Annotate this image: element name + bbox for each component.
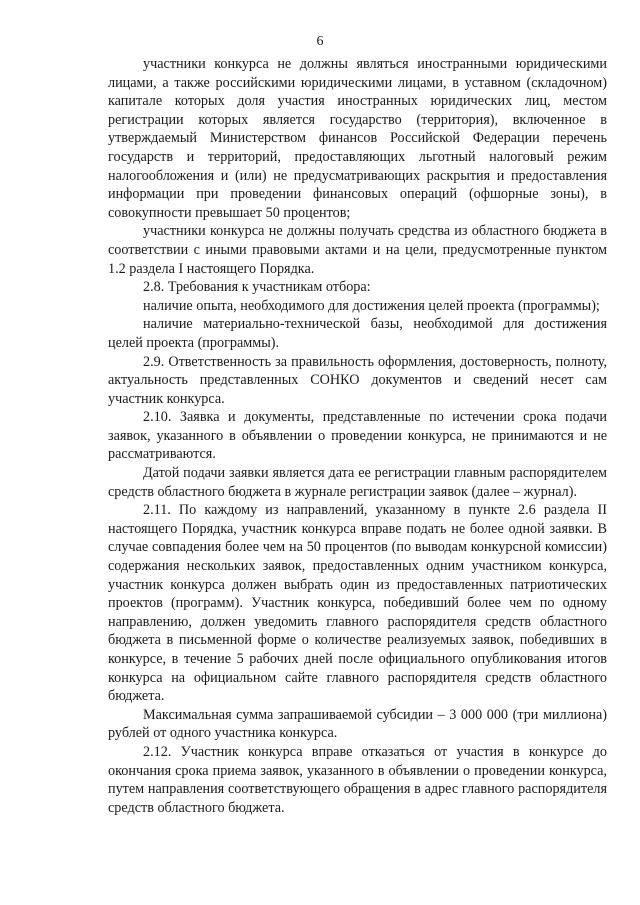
paragraph-foreign-entities: участники конкурса не должны являться иностранными юридическими лицами, а также российскими юридическими лицами, в уставном (складочном) капитале которых доля участия иностранных юридических лиц, местом регистрации которых является государство (территория), включенное в утверждаемый Министерством финансов Российской Федерации перечень государств и территорий, предоставляющих льготный налоговый режим налогообложения и (или) не предусматривающих раскрытия и предоставления информации при проведении финансовых операций (офшорные зоны), в совокупности превышает 50 процентов; [108, 56, 607, 221]
paragraph-experience: наличие опыта, необходимого для достижения целей проекта (программы); [143, 297, 600, 314]
paragraph-material-base: наличие материально-технической базы, необходимой для достижения целей проекта (программы). [108, 316, 607, 351]
paragraph-2-9: 2.9. Ответственность за правильность оформления, достоверность, полноту, актуальность представленных СОНКО документов и сведений несет сам участник конкурса. [108, 353, 607, 407]
paragraph-2-12: 2.12. Участник конкурса вправе отказаться от участия в конкурсе до окончания срока приема заявок, указанного в объявлении о проведении конкурса, путем направления соответствующего обращения в адрес главного распорядителя средств областного бюджета. [108, 743, 607, 816]
paragraph-2-10: 2.10. Заявка и документы, представленные по истечении срока подачи заявок, указанного в объявлении о проведении конкурса, не принимаются и не рассматриваются. [108, 409, 607, 463]
paragraph-2-8-heading: 2.8. Требования к участникам отбора: [143, 279, 371, 296]
paragraph-budget-funds: участники конкурса не должны получать средства из областного бюджета в соответствии с иными правовыми актами и на цели, предусмотренные пунктом 1.2 раздела I настоящего Порядка. [108, 223, 607, 277]
paragraph-2-11: 2.11. По каждому из направлений, указанному в пункте 2.6 раздела II настоящего Порядка, участник конкурса вправе подать не более одной заявки. В случае совпадения более чем на 50 процентов (по выводам конкурсной комиссии) содержания нескольких заявок, предоставленных одним участником конкурса, участник конкурса должен выбрать один из предоставленных патриотических проектов (программ). Участник конкурса, победивший более чем по одному направлению, должен уведомить главного распорядителя средств областного бюджета в письменной форме о количестве реализуемых заявок, победивших в конкурсе, в течение 5 рабочих дней после официального опубликования итогов конкурса на официальном сайте главного распорядителя средств областного бюджета. [108, 502, 607, 705]
document-body [108, 55, 607, 817]
paragraph-submission-date: Датой подачи заявки является дата ее регистрации главным распорядителем средств областного бюджета в журнале регистрации заявок (далее – журнал). [108, 465, 607, 500]
page-number: 6 [316, 34, 324, 49]
paragraph-max-subsidy: Максимальная сумма запрашиваемой субсидии – 3 000 000 (три миллиона) рублей от одного участника конкурса. [108, 706, 607, 742]
